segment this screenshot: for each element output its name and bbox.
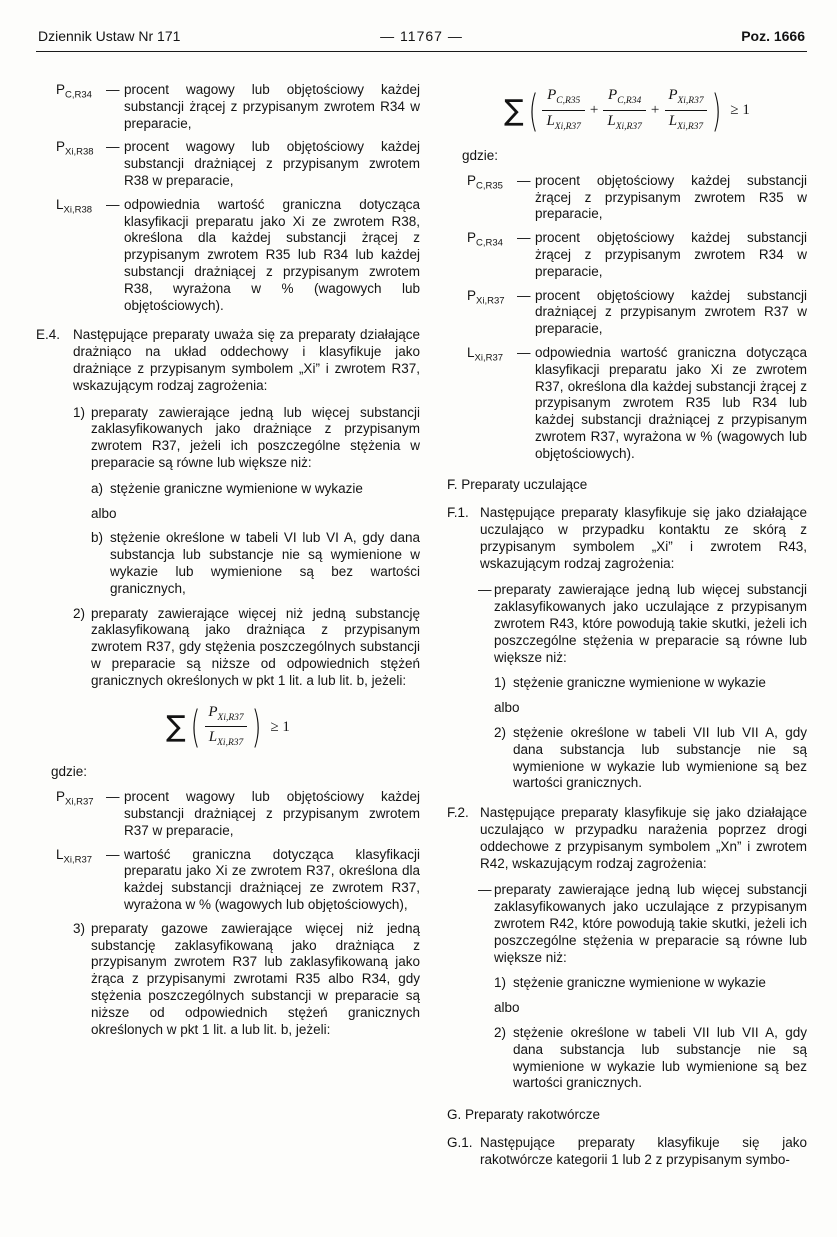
fraction-denominator [603, 110, 645, 133]
em-dash: — [106, 82, 120, 97]
symbol-subscript: Xi,R37 [217, 712, 244, 723]
term-description: odpowiednia wartość graniczna dotycząca klasyfikacji preparatu jako Xi ze zwrotem R38, określona dla każdej substancji żrącej z przypisanym zwrotem R35 lub R34 lub każdej substancji drażniącej z przypisanym zwrotem R38, wyrażona w % (wagowych lub objętościowych). [124, 196, 420, 313]
paragraph-label: E.4. [36, 327, 61, 343]
list-item-f2-2 [494, 1025, 807, 1092]
term-subscript: Xi,R38 [65, 147, 94, 159]
paragraph-label: G.1. [447, 1134, 473, 1150]
symbol-base: L [208, 729, 218, 746]
list-item-f1-2 [494, 725, 807, 792]
symbol-base: P [208, 703, 218, 720]
term-description: procent objętościowy każdej substancji żrącej z przypisanym zwrotem R34 w preparacie, [535, 230, 807, 279]
paragraph-text: Następujące preparaty klasyfikuje się jako działające uczulająco w przypadku kontaktu ze skórą z przypisanym symbolem „Xi” i zwrotem R43, wskazującym rodzaj zagrożenia: [480, 505, 807, 571]
page-header [36, 26, 807, 44]
page-number: — 11767 — [380, 28, 463, 44]
list-item-1b [91, 530, 420, 597]
term-base: P [467, 172, 477, 188]
term-subscript: Xi,R37 [65, 796, 94, 808]
term-base: P [467, 287, 477, 303]
paragraph-f2 [447, 805, 807, 872]
item-label: 2) [494, 725, 507, 741]
item-text: stężenie graniczne wymienione w wykazie [513, 975, 766, 991]
symbol-base: P [608, 87, 618, 103]
dash-list-item [478, 882, 807, 966]
symbol-base: P [668, 87, 678, 103]
symbol-subscript: C,R35 [556, 96, 581, 106]
connector-albo: albo [494, 700, 520, 716]
symbol-base: L [607, 112, 616, 129]
term-symbol [56, 82, 106, 132]
item-text: preparaty zawierające więcej niż jedną substancję zaklasyfikowaną jako drażniąca z przypisanym zwrotem R37, gdy stężenia poszczególnych substancji w preparacie są niższe od odpowiednich stężeń granicznych określonych w pkt 1 lit. a lub lit. b, jeżeli: [91, 605, 420, 688]
fraction-denominator [542, 110, 584, 133]
paragraph-e4 [36, 327, 420, 394]
term-subscript: Xi,R37 [476, 295, 505, 307]
em-dash: — [106, 846, 120, 862]
list-item-1a [91, 481, 420, 498]
journal-title: Dziennik Ustaw Nr 171 [38, 28, 181, 44]
term-subscript: Xi,R37 [63, 854, 93, 866]
symbol-subscript: Xi,R37 [677, 96, 704, 106]
where-label: gdzie: [51, 764, 88, 780]
list-item-1 [73, 405, 420, 472]
item-text: stężenie graniczne wymienione w wykazie [513, 675, 766, 691]
symbol-base: L [668, 112, 678, 129]
term-subscript: Xi,R37 [474, 352, 504, 364]
fraction-denominator [205, 726, 247, 749]
term-base: P [56, 139, 66, 155]
symbol-subscript: Xi,R37 [615, 121, 642, 132]
definition-l-xi-r37 [467, 345, 807, 463]
paragraph-label: F.1. [447, 505, 469, 521]
symbol-subscript: Xi,R37 [554, 121, 581, 132]
term-subscript: C,R35 [476, 180, 503, 192]
header-rule [36, 51, 807, 52]
item-text: stężenie określone w tabeli VII lub VII A, gdy dana substancja lub substancje nie są wymienione w wykazie lub wymienione są bez wartości granicznych. [513, 1025, 807, 1091]
position-number: Poz. 1666 [741, 28, 806, 44]
formula-sum-single-fraction [36, 701, 420, 753]
plus-operator: + [589, 102, 599, 119]
term-symbol [467, 230, 517, 280]
relation-ge-1: ≥ 1 [270, 718, 290, 735]
paragraph-g1 [447, 1135, 807, 1169]
term-symbol [467, 345, 517, 463]
formula-sum-three-fractions [447, 85, 807, 136]
content-columns [36, 82, 807, 1179]
em-dash: — [517, 287, 531, 303]
item-label: b) [91, 530, 104, 546]
where-label: gdzie: [462, 147, 499, 163]
em-dash: — [106, 196, 120, 212]
sum-symbol: ∑ [504, 92, 524, 127]
item-dash: — [478, 882, 492, 898]
item-label: a) [91, 480, 104, 496]
definition-p-c-r35 [467, 173, 807, 223]
term-description: procent wagowy lub objętościowy każdej substancji drażniącej z przypisanym zwrotem R37 w preparacie, [124, 789, 420, 838]
item-dash: — [478, 582, 492, 598]
fraction-numerator [664, 88, 707, 110]
term-symbol [56, 789, 106, 839]
term-description: odpowiednia wartość graniczna dotycząca klasyfikacji preparatu jako Xi ze zwrotem R37, określona dla każdej substancji żrącej z przypisanym zwrotem R35 lub R34 lub każdej substancji drażniącej z przypisanym zwrotem R37, wyrażona w % (wagowych lub objętościowych). [535, 344, 807, 461]
connector-albo: albo [91, 505, 117, 521]
definition-l-xi-r37 [56, 847, 420, 914]
term-base: L [467, 344, 475, 360]
em-dash: — [517, 230, 531, 246]
item-text: preparaty zawierające jedną lub więcej substancji zaklasyfikowanych jako drażniące z przypisanym zwrotem R37, jeżeli ich poszczególne stężenia w preparacie są równe lub większe niż: [91, 404, 420, 470]
paragraph-text: Następujące preparaty klasyfikuje się jako działające uczulająco w przypadku narażenia poprzez drogi oddechowe z przypisanym symbolem „Xn” i zwrotem R42, wskazującym rodzaj zagrożenia: [480, 805, 807, 871]
term-description: procent objętościowy każdej substancji żrącej z przypisanym zwrotem R35 w preparacie, [535, 172, 807, 222]
right-paren: ) [711, 85, 722, 136]
fraction-denominator [665, 110, 707, 133]
fraction-numerator [604, 88, 645, 110]
symbol-subscript: Xi,R37 [677, 121, 704, 132]
symbol-base: P [547, 87, 557, 103]
connector-albo: albo [494, 1000, 520, 1016]
term-base: P [467, 230, 477, 246]
list-item-f1-1 [494, 675, 807, 692]
term-base: P [56, 82, 66, 97]
section-heading-f: F. Preparaty uczulające [447, 477, 588, 493]
symbol-base: L [546, 112, 555, 129]
definition-p-c-r34 [56, 82, 420, 132]
list-item-3 [73, 921, 420, 1039]
em-dash: — [517, 344, 531, 360]
paragraph-text: Następujące preparaty klasyfikuje się jako rakotwórcze kategorii 1 lub 2 z przypisanym symbo- [480, 1134, 807, 1167]
item-text: stężenie określone w tabeli VII lub VII A, gdy dana substancja lub substancje nie są wymienione w wykazie lub wymienione są bez wartości granicznych. [513, 725, 807, 791]
left-column [36, 82, 420, 1179]
fraction [603, 88, 645, 133]
symbol-subscript: C,R34 [617, 96, 642, 106]
item-text: preparaty gazowe zawierające więcej niż jedną substancję zaklasyfikowaną jako drażniąca z przypisanym zwrotem R37 lub zaklasyfikowaną jako żrąca z przypisanymi zwrotami R35 albo R34, gdy stężenia poszczególnych substancji w preparacie są niższe od odpowiednich stężeń granicznych określonych w pkt 1 lit. a lub lit. b, jeżeli: [91, 920, 420, 1037]
item-label: 1) [73, 404, 86, 420]
term-description: procent wagowy lub objętościowy każdej substancji drażniącej z przypisanym zwrotem R38 w preparacie, [124, 139, 420, 188]
item-text: preparaty zawierające jedną lub więcej substancji zaklasyfikowanych jako uczulające z przypisanym zwrotem R42, które powodują takie skutki, jeżeli ich poszczególne stężenia w preparacie są równe lub większe niż: [494, 882, 807, 965]
item-label: 2) [494, 1025, 507, 1040]
item-label: 2) [73, 605, 86, 621]
term-description: procent objętościowy każdej substancji drażniącej z przypisanym zwrotem R37 w preparacie, [535, 287, 807, 337]
term-subscript: C,R34 [65, 89, 92, 101]
term-base: L [56, 846, 64, 862]
item-label: 3) [73, 920, 86, 936]
paragraph-text: Następujące preparaty uważa się za preparaty działające drażniąco na układ oddechowy i klasyfikuje jako drażniące z przypisanym symbolem „Xi” i zwrotem R37, wskazującym rodzaj zagrożenia: [73, 327, 420, 393]
list-item-f2-1 [494, 975, 807, 992]
dash-list-item [478, 582, 807, 666]
paragraph-label: F.2. [447, 805, 469, 821]
symbol-subscript: Xi,R37 [217, 738, 244, 749]
term-subscript: C,R34 [476, 237, 503, 249]
em-dash: — [106, 789, 120, 805]
term-symbol [56, 197, 106, 315]
term-symbol [56, 139, 106, 189]
list-item-2 [73, 606, 420, 690]
term-symbol [56, 847, 106, 914]
right-column [447, 82, 807, 1179]
item-text: stężenie graniczne wymienione w wykazie [110, 480, 363, 496]
paragraph-f1 [447, 505, 807, 572]
relation-ge-1: ≥ 1 [730, 102, 750, 119]
term-subscript: Xi,R38 [63, 204, 93, 216]
definition-p-xi-r38 [56, 139, 420, 189]
term-base: L [56, 196, 64, 212]
em-dash: — [517, 172, 531, 188]
definition-p-xi-r37 [467, 288, 807, 338]
term-symbol [467, 288, 517, 338]
item-label: 1) [494, 675, 507, 691]
item-text: preparaty zawierające jedną lub więcej substancji zaklasyfikowanych jako uczulające z przypisanym zwrotem R43, które powodują takie skutki, jeżeli ich poszczególne stężenia w preparacie są równe lub większe niż: [494, 582, 807, 665]
em-dash: — [106, 139, 120, 155]
fraction-numerator [204, 705, 247, 727]
fraction [664, 88, 707, 133]
left-paren: ( [528, 85, 539, 136]
fraction [204, 705, 247, 750]
plus-operator: + [650, 102, 660, 119]
item-text: stężenie określone w tabeli VI lub VI A, gdy dana substancja lub substancje nie są wymienione w wykazie lub wymienione są bez wartości granicznych, [110, 530, 420, 596]
term-base: P [56, 789, 66, 805]
section-heading-g: G. Preparaty rakotwórcze [447, 1107, 601, 1123]
fraction [542, 88, 584, 133]
definition-p-xi-r37 [56, 789, 420, 839]
term-description: wartość graniczna dotycząca klasyfikacji preparatu jako Xi ze zwrotem R37, określona dla każdej substancji drażniącej ze zwrotem R37, wyrażona w % (wagowych lub objętościowych), [124, 846, 420, 913]
definition-l-xi-r38 [56, 197, 420, 315]
term-symbol [467, 173, 517, 223]
item-label: 1) [494, 975, 507, 991]
fraction-numerator [543, 88, 584, 110]
left-paren: ( [190, 701, 201, 753]
term-description: procent wagowy lub objętościowy każdej substancji żrącej z przypisanym zwrotem R34 w preparacie, [124, 82, 420, 131]
definition-p-c-r34 [467, 230, 807, 280]
sum-symbol: ∑ [166, 709, 186, 744]
right-paren: ) [251, 701, 262, 753]
